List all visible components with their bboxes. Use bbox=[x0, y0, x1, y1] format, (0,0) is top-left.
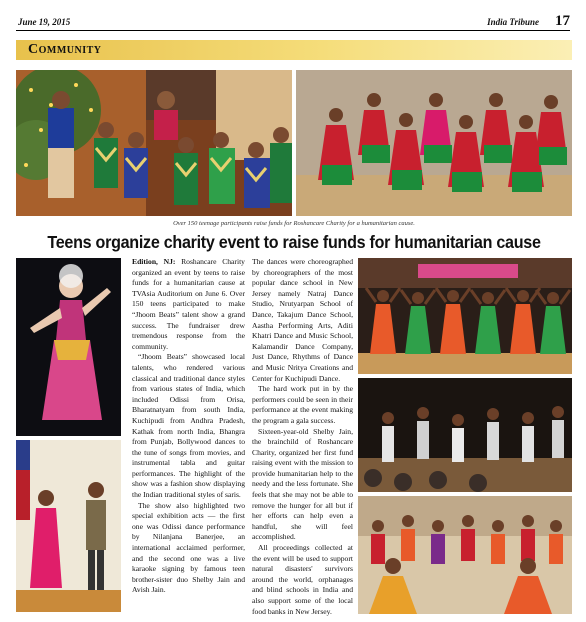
photo-bollywood-dancers bbox=[358, 378, 572, 492]
photo-karaoke-duo bbox=[16, 440, 121, 612]
publication-name: India Tribune bbox=[487, 17, 539, 27]
article-headline: Teens organize charity event to raise funds for humanitarian cause bbox=[47, 232, 541, 252]
photo-caption: Over 150 teenage participants raise funds for Roshancare Charity for a humanitarian cause. bbox=[173, 220, 415, 227]
article-paragraph: The dances were choreographed by choreographers of the most popular dance school in New Jersey namely Natraj Dance Studio, Nrutyarpan School of Dance, Takajum Dance School, Aastha Performing Arts, Aditi Khatri Dance and Music School, Kalamandir Dance Company, Just Dance, Rhythms of Dance and Music Nritya Creations and Center for Kuchipudi Dance. bbox=[252, 257, 353, 383]
header-rule bbox=[16, 30, 570, 31]
article-paragraph: The hard work put in by the performers could be seen in their performance at the event making the program a gala success. bbox=[252, 384, 353, 425]
page-header bbox=[0, 0, 586, 38]
article-paragraph: “Jhoom Beats” showcased local talents, who rendered various classical and traditional dance styles from various states of India, which included Odissi from Orisa, Bharatnatyam from south India, Kuchipudi from Andhra Pradesh, Kathak from north India, Bhangra from Punjab, Bollywood dances to the tune of songs from movies, and instrumental tabla and guitar performances. The highlight of the show was a fashion show displaying the Indian traditional styles of saris. bbox=[132, 352, 245, 500]
article-dateline: Edition, NJ: bbox=[132, 257, 176, 266]
article-column-1 bbox=[132, 257, 245, 596]
photo-kids-performers bbox=[358, 496, 572, 614]
photo-dancers-stage bbox=[296, 70, 572, 216]
section-banner bbox=[16, 40, 572, 60]
article-text: Roshancare Charity organized an event by teens to raise funds for a humanitarian cause at TVAsia Auditorium on June 6. Over 150 teens participated to make “Jhoom Beats” talent show a grand success. The fundraiser drew tremendous response from the community. bbox=[132, 257, 245, 351]
article-column-2 bbox=[252, 257, 353, 617]
photo-odissi-dancer bbox=[16, 258, 121, 436]
article-paragraph bbox=[132, 257, 245, 352]
photo-children-group bbox=[16, 70, 292, 216]
article-paragraph: Sixteen-year-old Shelby Jain, the brainchild of Roshancare Charity, organized her first fund raising event with the mission to provide humanitarian help to the needy and the less fortunate. She feels that she may not be able to remove the hunger for all but if her efforts can help even a handful, she will feel accomplished. bbox=[252, 426, 353, 542]
article-paragraph: All proceedings collected at the event will be used to support natural disasters' survivors around the world, orphanages and blind schools in India and also support some of the local food banks in New Jersey. bbox=[252, 543, 353, 616]
section-label: Community bbox=[28, 42, 102, 57]
page-number: 17 bbox=[555, 13, 570, 29]
article-paragraph: The show also highlighted two special exhibition acts — the first one was Odissi dance performance by Nilanjana Banerjee, an international acclaimed performer, and the second one was a live karaoke signing by famous teen brother-sister duo Shelby Jain and Avish Jain. bbox=[132, 500, 245, 595]
photo-dancers-arms-raised bbox=[358, 258, 572, 374]
issue-date: June 19, 2015 bbox=[18, 17, 71, 27]
